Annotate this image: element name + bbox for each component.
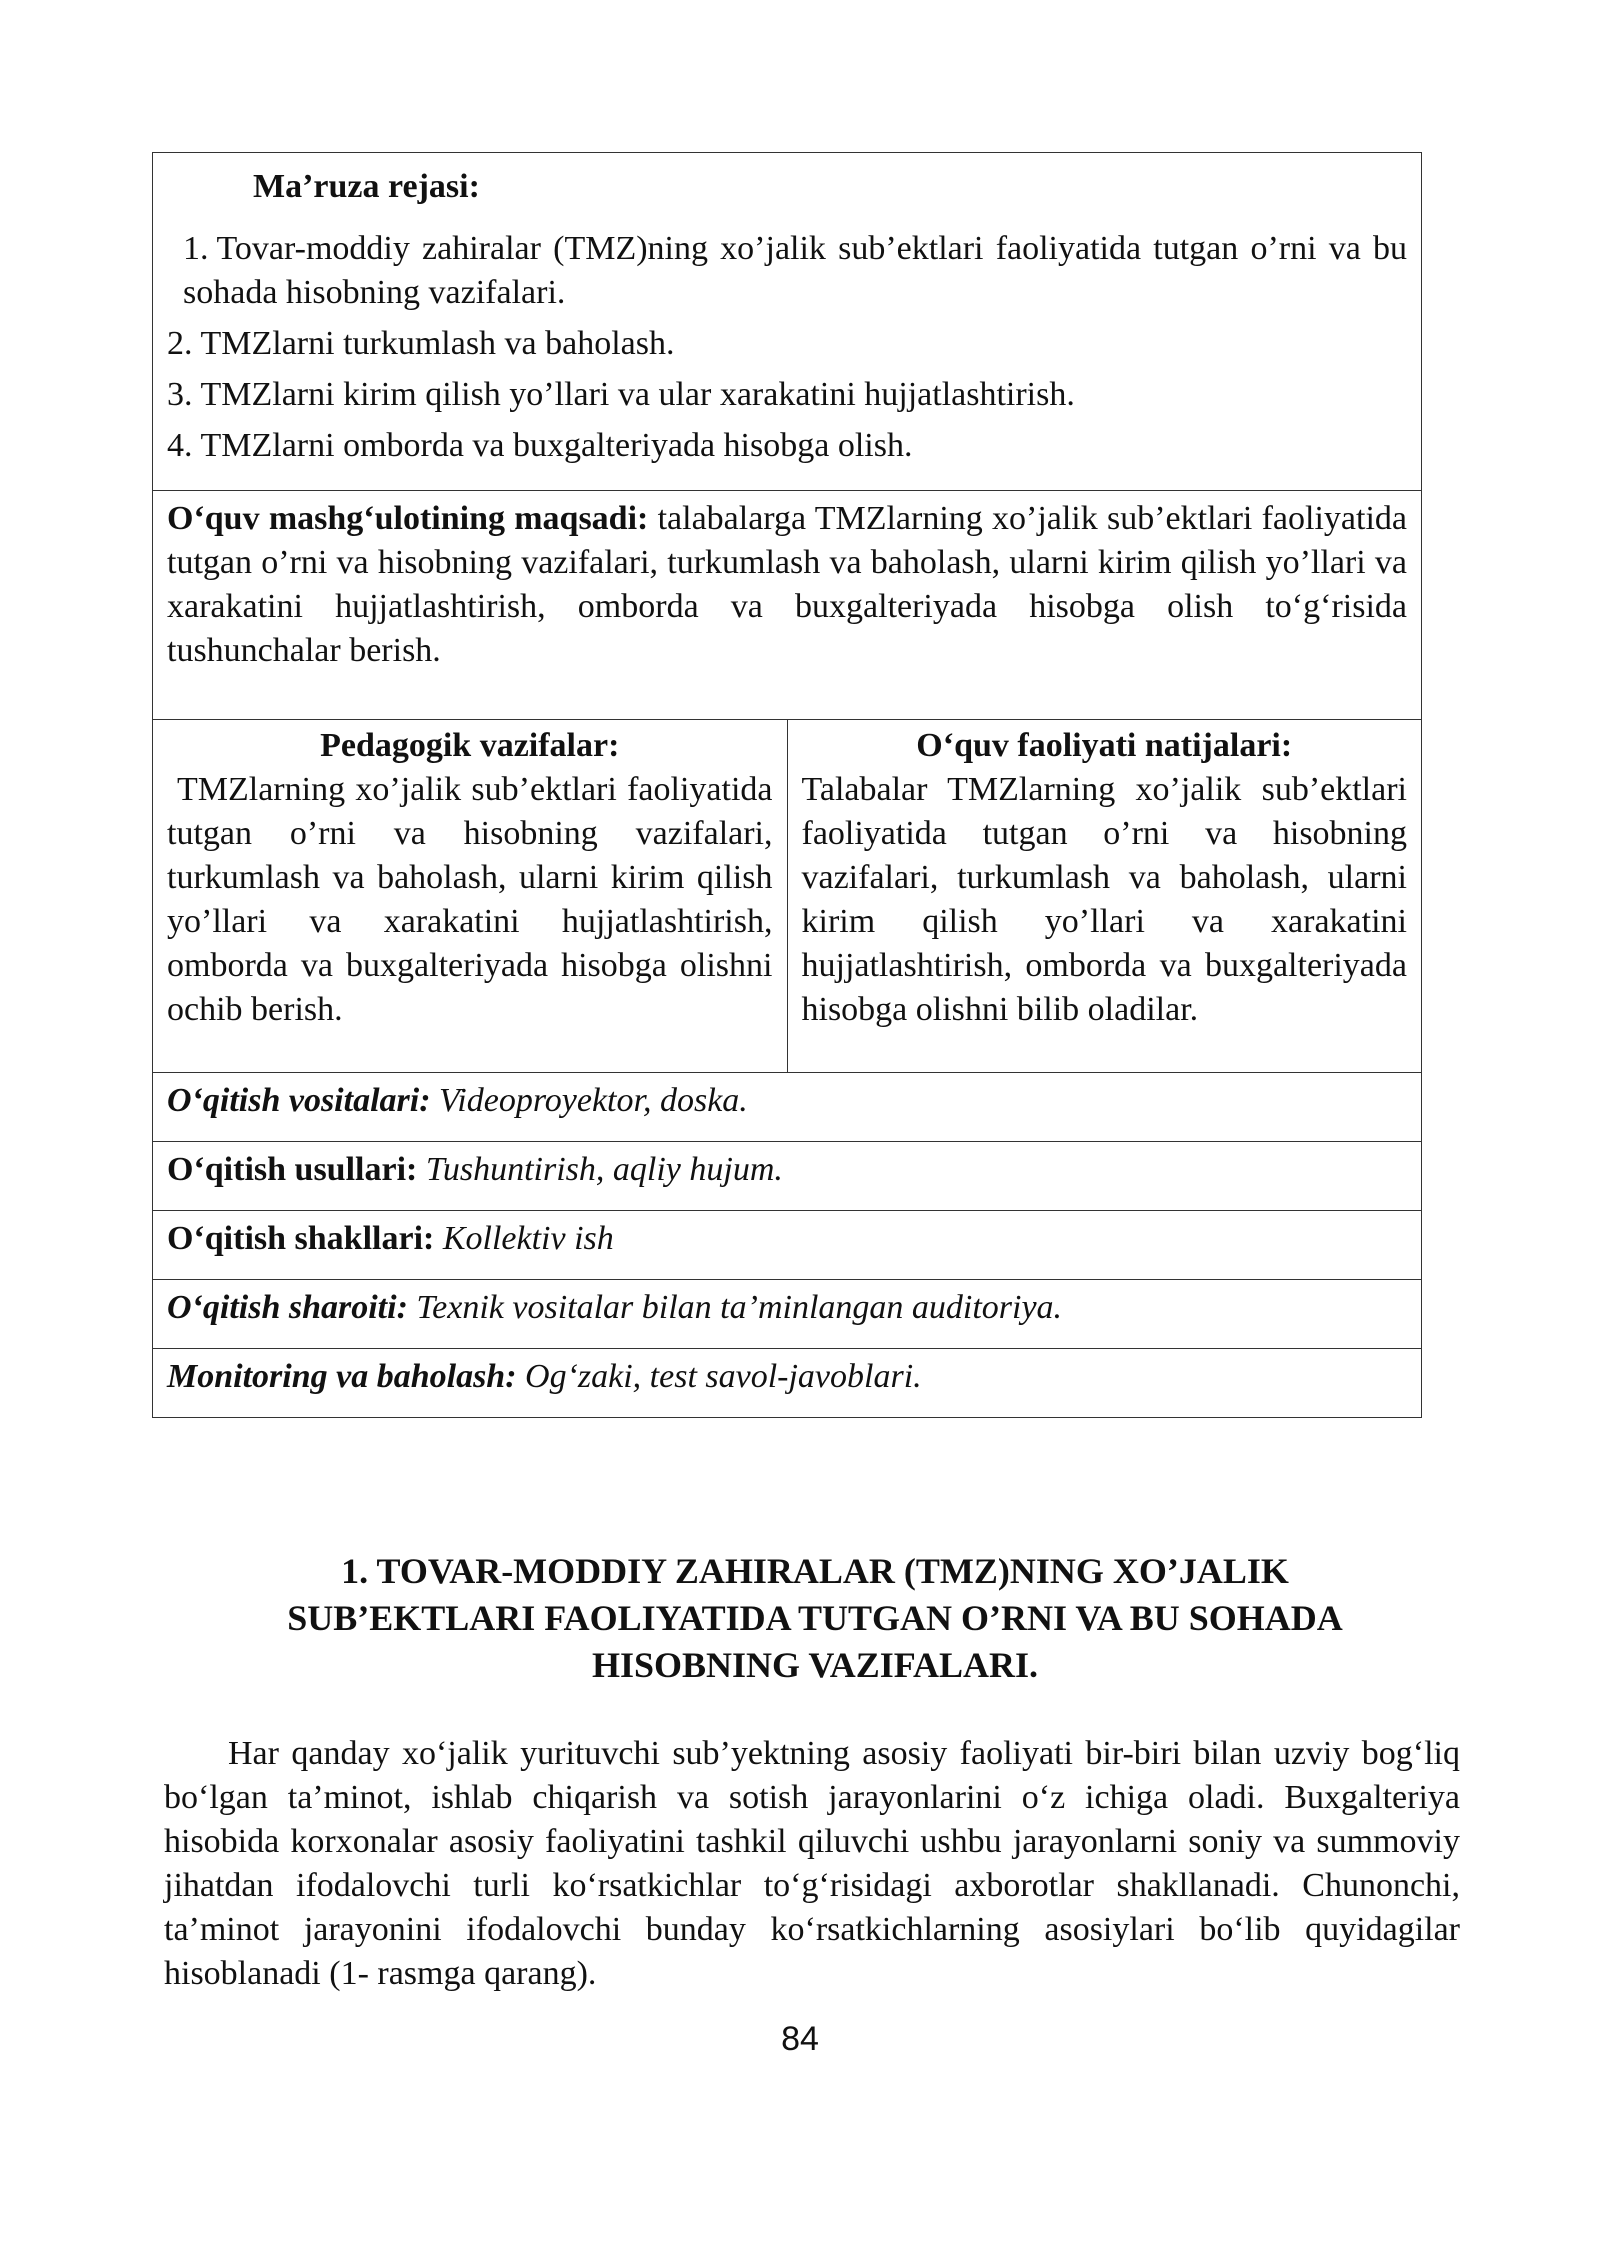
tools-cell [153, 1073, 1422, 1142]
plan-item [167, 227, 1407, 315]
monitoring-label: Monitoring va baholash: [167, 1358, 517, 1395]
conditions-row [153, 1280, 1422, 1349]
plan-cell [153, 153, 1422, 491]
forms-cell [153, 1211, 1422, 1280]
goal-row [153, 491, 1422, 720]
conditions-cell [153, 1280, 1422, 1349]
forms-value: Kollektiv ish [434, 1220, 614, 1257]
conditions-value: Texnik vositalar bilan ta’minlangan auditoriya. [407, 1289, 1063, 1326]
methods-cell [153, 1142, 1422, 1211]
plan-item [167, 322, 1407, 366]
pedagogical-text: TMZlarning xo’jalik sub’ektlari faoliyatida tutgan o’rni va hisobning vazifalari, turkumlash va baholash, ularni kirim qilish yo’llari va xarakatini hujjatlashtirish, omborda va buxgalteriyada hisobga olishni ochib berish. [167, 771, 773, 1028]
tasks-row [153, 720, 1422, 1073]
results-heading: O‘quv faoliyati natijalari: [916, 727, 1293, 764]
lesson-plan-table [152, 152, 1422, 1418]
conditions-label: O‘qitish sharoiti: [167, 1289, 408, 1326]
plan-item [167, 373, 1407, 417]
tools-value: Videoproyektor, doska. [430, 1082, 748, 1119]
plan-list [167, 227, 1407, 468]
plan-item-text: TMZlarni kirim qilish yo’llari va ular xarakatini hujjatlashtirish. [200, 376, 1075, 413]
goal-cell [153, 491, 1422, 720]
plan-item-number: 2. [167, 325, 193, 362]
methods-value: Tushuntirish, aqliy hujum. [417, 1151, 783, 1188]
plan-item-text: TMZlarni omborda va buxgalteriyada hisobga olish. [200, 427, 913, 464]
tools-label: O‘qitish vositalari: [167, 1082, 431, 1119]
section-heading-line: HISOBNING VAZIFALARI. [591, 1645, 1039, 1685]
section-heading-line: SUB’EKTLARI FAOLIYATIDA TUTGAN O’RNI VA BU SOHADA [287, 1598, 1343, 1638]
plan-row [153, 153, 1422, 491]
methods-row [153, 1142, 1422, 1211]
plan-title: Ma’ruza rejasi: [253, 168, 480, 205]
goal-text: talabalarga TMZlarning xo’jalik sub’ektlari faoliyatida tutgan o’rni va hisobning vazifalari, turkumlash va baholash, ularni kirim qilish yo’llari va xarakatini hujjatlashtirish, omborda va buxgalteriyada hisobga olish to‘g‘risida tushunchalar berish. [167, 500, 1407, 669]
tools-row [153, 1073, 1422, 1142]
section-heading-line: 1. TOVAR-MODDIY ZAHIRALAR (TMZ)NING XO’JALIK [341, 1551, 1289, 1591]
forms-row [153, 1211, 1422, 1280]
body-paragraph: Har qanday xo‘jalik yurituvchi sub’yektning asosiy faoliyati bir-biri bilan uzviy bog‘liq bo‘lgan ta’minot, ishlab chiqarish va sotish jarayonlarini o‘z ichiga oladi. Buxgalteriya hisobida korxonalar asosiy faoliyatini tashkil qiluvchi ushbu jarayonlarni soniy va summoviy jihatdan ifodalovchi turli ko‘rsatkichlar to‘g‘risidagi axborotlar shakllanadi. Chunonchi, ta’minot jarayonini ifodalovchi bunday ko‘rsatkichlarning asosiylari bo‘lib quyidagilar hisoblanadi (1- rasmga qarang). [164, 1735, 1460, 1992]
forms-label: O‘qitish shakllari: [167, 1220, 435, 1257]
plan-item [167, 424, 1407, 468]
results-text: Talabalar TMZlarning xo’jalik sub’ektlari faoliyatida tutgan o’rni va hisobning vazifalari, turkumlash va baholash, ularni kirim qilish yo’llari va xarakatini hujjatlashtirish, omborda va buxgalteriyada hisobga olishni bilib oladilar. [801, 771, 1407, 1028]
results-cell [787, 720, 1422, 1073]
pedagogical-cell [153, 720, 788, 1073]
plan-item-number: 4. [167, 427, 193, 464]
plan-item-text: Tovar-moddiy zahiralar (TMZ)ning xo’jalik sub’ektlari faoliyatida tutgan o’rni va bu sohada hisobning vazifalari. [183, 230, 1407, 311]
methods-label: O‘qitish usullari: [167, 1151, 418, 1188]
pedagogical-heading: Pedagogik vazifalar: [320, 727, 620, 764]
plan-item-number: 1. [183, 230, 209, 267]
page-number: 84 [781, 2020, 819, 2058]
monitoring-value: Og‘zaki, test savol-javoblari. [516, 1358, 922, 1395]
section-heading [150, 1548, 1480, 1689]
monitoring-row [153, 1349, 1422, 1418]
goal-label: O‘quv mashg‘ulotining maqsadi: [167, 500, 649, 537]
plan-item-text: TMZlarni turkumlash va baholash. [200, 325, 675, 362]
plan-item-number: 3. [167, 376, 193, 413]
monitoring-cell [153, 1349, 1422, 1418]
